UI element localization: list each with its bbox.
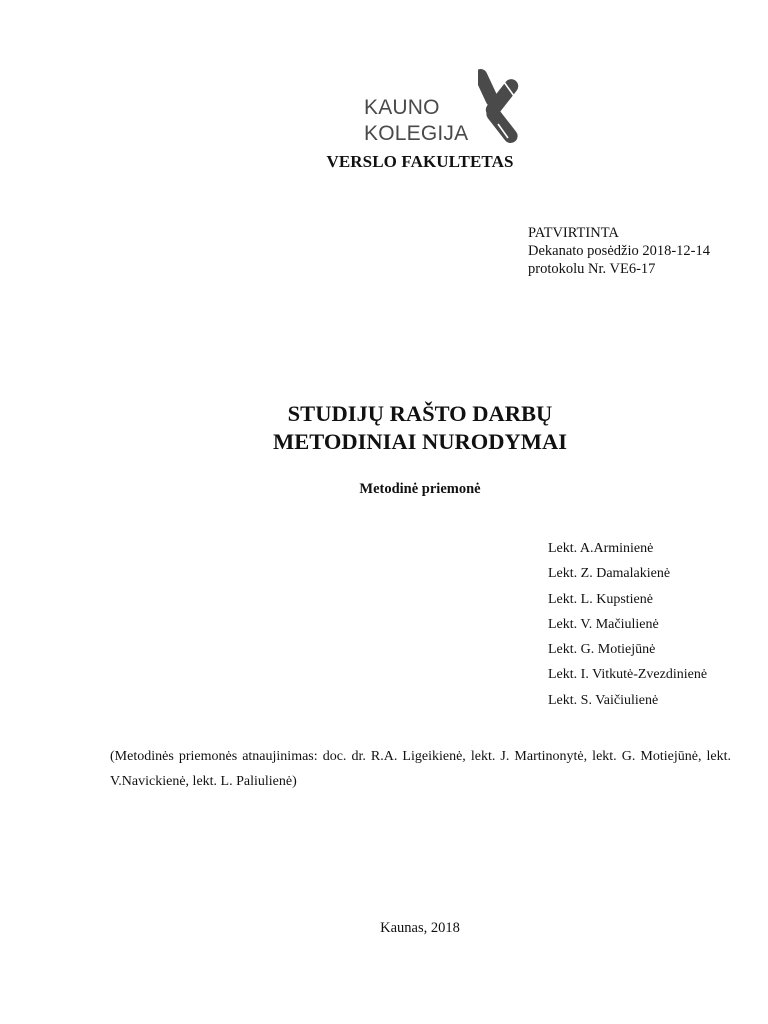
author-item: Lekt. V. Mačiulienė [548,616,659,632]
author-item: Lekt. L. Kupstienė [548,591,653,607]
logo-k-mark-icon [478,66,524,148]
title-line-2: METODINIAI NURODYMAI [273,429,567,454]
institution-logo [364,66,524,150]
author-item: Lekt. Z. Damalakienė [548,566,671,582]
logo-text-line2: KOLEGIJA [364,122,469,145]
author-item: Lekt. A.Arminienė [548,541,654,556]
faculty-name: VERSLO FAKULTETAS [326,152,514,171]
place-and-year: Kaunas, 2018 [380,920,460,936]
update-note: (Metodinės priemonės atnaujinimas: doc. dr. R.A. Ligeikienė, lekt. J. Martinonytė, lekt. G. Motiejūnė, lekt. V.Navickienė, lekt. L. Paliulienė) [110,749,731,789]
approval-status: PATVIRTINTA [528,225,619,241]
approval-meeting: Dekanato posėdžio 2018-12-14 [528,243,711,259]
author-item: Lekt. I. Vitkutė-Zvezdinienė [548,667,708,683]
author-item: Lekt. G. Motiejūnė [548,642,656,658]
author-item: Lekt. S. Vaičiulienė [548,692,659,708]
document-subtitle: Metodinė priemonė [359,481,481,497]
document-title [0,400,768,456]
approval-block [528,224,710,278]
approval-protocol: protokolu Nr. VE6-17 [528,261,656,277]
title-line-1: STUDIJŲ RAŠTO DARBŲ [287,401,553,426]
authors-list [548,540,707,717]
logo-text-line1: KAUNO [364,96,440,119]
